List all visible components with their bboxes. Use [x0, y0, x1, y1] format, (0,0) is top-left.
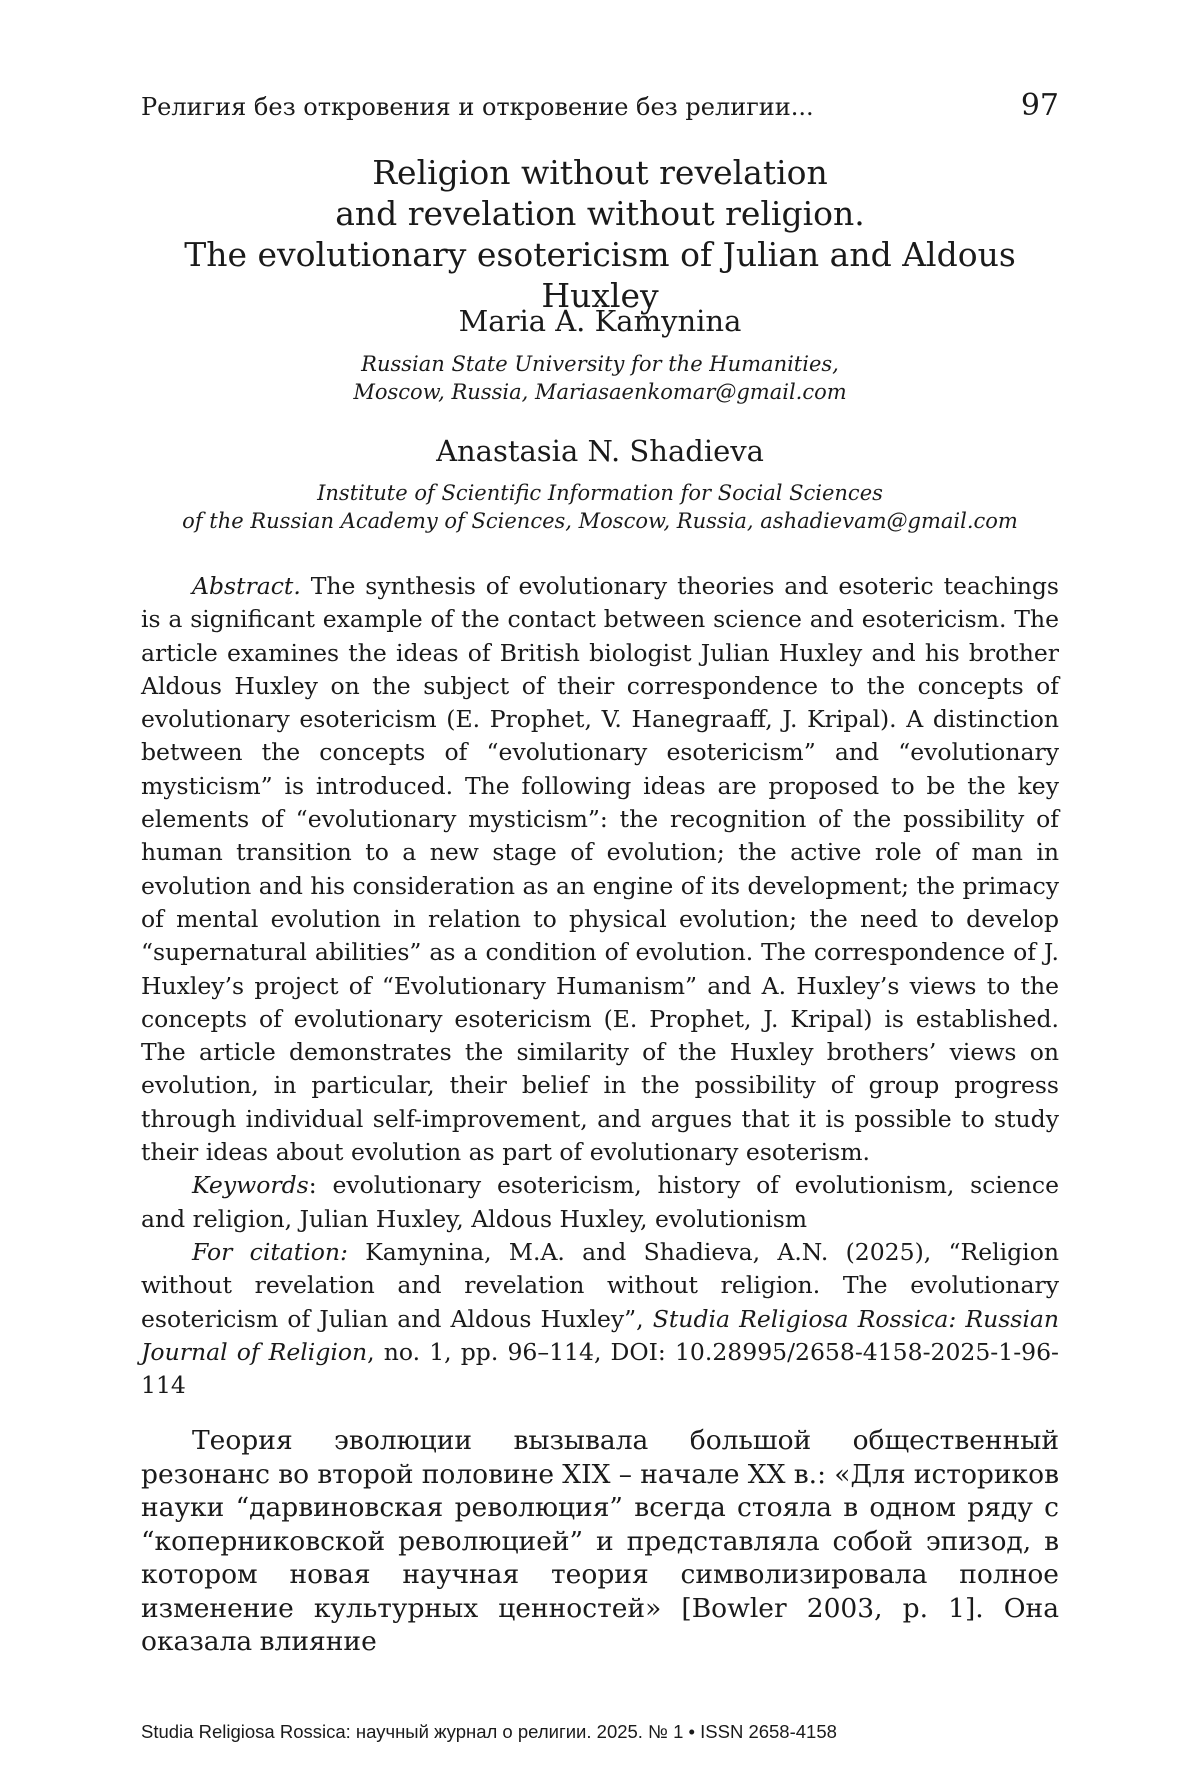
- keywords-text: : evolutionary esotericism, history of evolutionism, science and religion, Julian Huxley, Aldous Huxley, evolutionism: [141, 1171, 1059, 1233]
- citation-doi: , no. 1, pp. 96–114, DOI: 10.28995/2658-4158-2025-1-96-114: [141, 1337, 1059, 1400]
- citation-text: Kamynina, M.A. and Shadieva, A.N. (2025), “Religion without revelation and revelation without religion. The evolutionary esotericism of Julian and Aldous Huxley”,: [141, 1237, 1059, 1333]
- article-title: [141, 152, 1059, 316]
- body-text: [141, 1424, 1059, 1659]
- citation-paragraph: [141, 1236, 1059, 1402]
- title-line: Religion without revelation: [372, 153, 828, 192]
- citation-journal: Studia Religiosa Rossica: Russian Journal of Religion: [141, 1304, 1060, 1366]
- running-head: [141, 88, 1059, 123]
- affiliation-line: Institute of Scientific Information for Social Sciences: [317, 481, 883, 505]
- affiliation-line: Russian State University for the Humanities,: [361, 352, 839, 376]
- title-line: The evolutionary esotericism of Julian and Aldous Huxley: [184, 235, 1016, 315]
- page-footer: Studia Religiosa Rossica: научный журнал о религии. 2025. № 1 • ISSN 2658-4158: [141, 1721, 837, 1742]
- author-name: Maria A. Kamynina: [458, 304, 742, 338]
- abstract-label: Abstract.: [192, 572, 301, 600]
- affiliation-line: Moscow, Russia, Mariasaenkomar@gmail.com: [353, 380, 847, 404]
- abstract-section: [141, 570, 1059, 1402]
- author-name: Anastasia N. Shadieva: [436, 434, 764, 468]
- running-head-title: Религия без откровения и откровение без религии...: [141, 93, 814, 121]
- page-number: 97: [1020, 88, 1059, 123]
- author-affiliation: [141, 479, 1059, 535]
- body-paragraph: Теория эволюции вызывала большой общественный резонанс во второй половине XIX – начале XX в.: «Для историков науки “дарвиновская революция” всегда стояла в одном ряду с “коперниковской революцией” и представляла собой эпизод, в котором новая научная теория символизировала полное изменение культурных ценностей» [Bowler 2003, p. 1]. Она оказала влияние: [141, 1425, 1059, 1657]
- keywords-label: Keywords: [192, 1171, 309, 1200]
- citation-label: For citation:: [192, 1237, 348, 1266]
- title-line: and revelation without religion.: [335, 194, 865, 233]
- keywords-paragraph: [141, 1169, 1059, 1236]
- abstract-text: The synthesis of evolutionary theories and esoteric teachings is a significant example of the contact between science and esotericism. The article examines the ideas of British biologist Julian Huxley and his brother Aldous Huxley on the subject of their correspondence to the concepts of evolutionary esotericism (E. Prophet, V. Hanegraaff, J. Kripal). A distinction between the concepts of “evolutionary esotericism” and “evolutionary mysticism” is introduced. The following ideas are proposed to be the key elements of “evolutionary mysticism”: the recognition of the possibility of human transition to a new stage of evolution; the active role of man in evolution and his consideration as an engine of its development; the primacy of mental evolution in relation to physical evolution; the need to develop “supernatural abilities” as a condition of evolution. The correspondence of J. Huxley’s project of “Evolutionary Humanism” and A. Huxley’s views to the concepts of evolutionary esotericism (E. Prophet, J. Kripal) is established. The article demonstrates the similarity of the Huxley brothers’ views on evolution, in particular, their belief in the possibility of group progress through individual self-improvement, and argues that it is possible to study their ideas about evolution as part of evolutionary esoterism.: [141, 572, 1060, 1167]
- author-affiliation: [141, 350, 1059, 406]
- affiliation-line: of the Russian Academy of Sciences, Moscow, Russia, ashadievam@gmail.com: [182, 509, 1018, 533]
- abstract-paragraph: [141, 570, 1059, 1169]
